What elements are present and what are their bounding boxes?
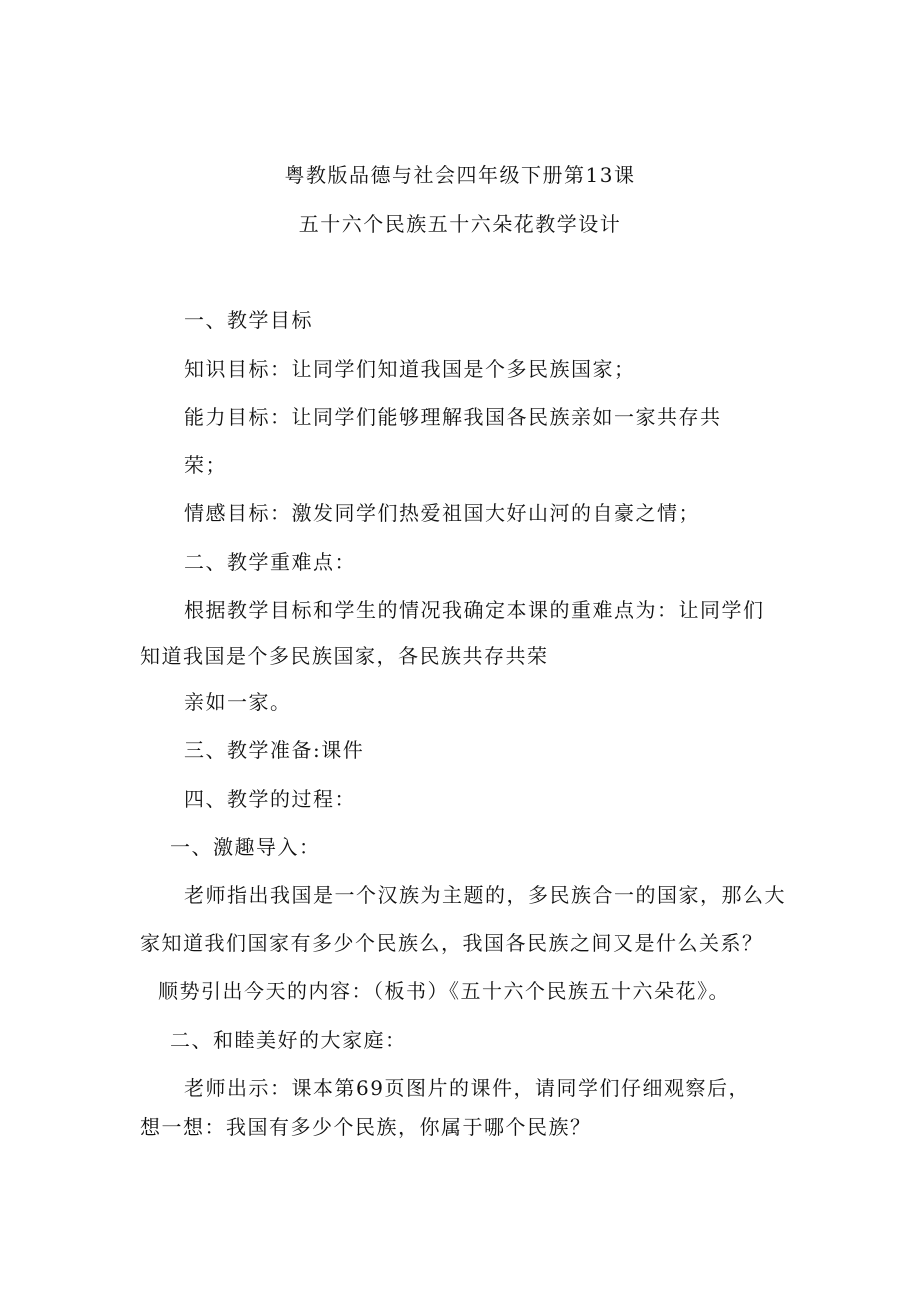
subsection-heading-family: 二、和睦美好的大家庭：: [170, 1028, 407, 1052]
paragraph-teacher-shows-cont: 想一想：我国有多少个民族，你属于哪个民族？: [140, 1115, 592, 1139]
paragraph-key-points-end: 亲如一家。: [184, 690, 292, 714]
paragraph-lead-in: 顺势引出今天的内容：（板书）《五十六个民族五十六朵花》。: [158, 979, 730, 1003]
paragraph-ability-objective-cont: 荣；: [184, 453, 227, 477]
section-heading-process: 四、教学的过程：: [184, 787, 356, 811]
paragraph-knowledge-objective: 知识目标：让同学们知道我国是个多民族国家；: [184, 357, 636, 381]
paragraph-ability-objective: 能力目标：让同学们能够理解我国各民族亲如一家共存共: [184, 405, 722, 429]
paragraph-intro: 老师指出我国是一个汉族为主题的，多民族合一的国家，那么大: [184, 883, 786, 907]
section-heading-key-points: 二、教学重难点：: [184, 550, 356, 574]
paragraph-key-points-cont: 知道我国是个多民族国家，各民族共存共荣: [140, 644, 549, 668]
document-title-line-2: 五十六个民族五十六朵花教学设计: [298, 212, 622, 236]
section-heading-objectives: 一、教学目标: [184, 308, 313, 332]
paragraph-teacher-shows: 老师出示：课本第69页图片的课件，请同学们仔细观察后，: [184, 1076, 750, 1100]
paragraph-emotion-objective: 情感目标：激发同学们热爱祖国大好山河的自豪之情；: [184, 501, 700, 525]
subsection-heading-intro: 一、激趣导入：: [170, 835, 321, 859]
section-heading-preparation: 三、教学准备:课件: [184, 738, 365, 762]
paragraph-intro-cont: 家知道我们国家有多少个民族么，我国各民族之间又是什么关系？: [140, 931, 764, 955]
paragraph-key-points: 根据教学目标和学生的情况我确定本课的重难点为：让同学们: [184, 598, 765, 622]
document-title-line-1: 粤教版品德与社会四年级下册第13课: [284, 163, 636, 187]
